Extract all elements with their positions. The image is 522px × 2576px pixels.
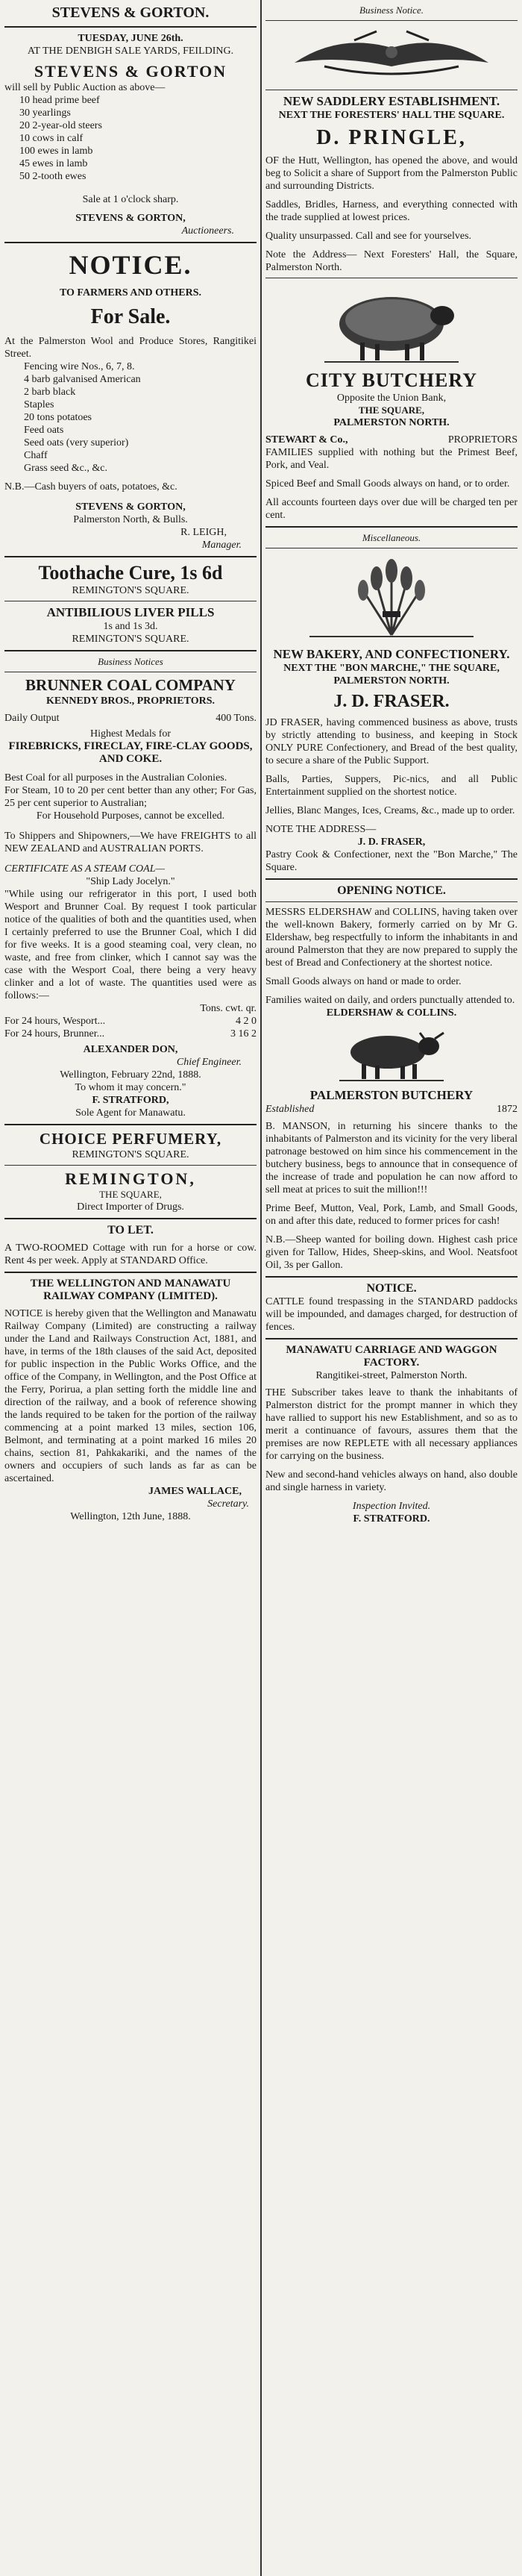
don-name: ALEXANDER DON, bbox=[83, 1044, 178, 1055]
don-title: Chief Engineer. bbox=[176, 1057, 242, 1068]
list-item: 50 2-tooth ewes bbox=[19, 171, 87, 182]
note-the: NOTE THE ADDRESS— bbox=[265, 824, 377, 835]
wheat-sheaf-illustration bbox=[295, 553, 488, 643]
tons-header: Tons. cwt. qr. bbox=[200, 1003, 257, 1014]
stewart-row bbox=[265, 434, 518, 446]
vehicles: New and second-hand vehicles always on hand, also double and single harness in variety. bbox=[265, 1469, 518, 1493]
spiced: Spiced Beef and Small Goods always on hand, or to order. bbox=[265, 478, 510, 490]
notice2: NOTICE. bbox=[366, 1282, 417, 1295]
concern: To whom it may concern." bbox=[75, 1082, 186, 1093]
stewart: STEWART & Co., bbox=[265, 434, 348, 446]
row-values: 3 16 2 bbox=[230, 1028, 257, 1040]
fraser-body: JD FRASER, having commenced business as above, trusts by strictly attending to business, and keeping in Stock ONLY PURE Confectionery, and Bread of the best quality, to secure a share of the Public Support. bbox=[265, 717, 518, 766]
highest-medals: Highest Medals for bbox=[89, 728, 172, 740]
list-item: 10 head prime beef bbox=[19, 95, 100, 106]
table-row bbox=[4, 1028, 257, 1040]
sale-date: TUESDAY, JUNE 26th. bbox=[78, 33, 183, 44]
right-column bbox=[265, 0, 518, 2576]
families: FAMILIES supplied with nothing but the Primest Beef, Pork, and Veal. bbox=[265, 447, 518, 471]
the-square: THE SQUARE, bbox=[99, 1189, 162, 1200]
pringle-body: OF the Hutt, Wellington, has opened the above, and would beg to Solicit a share of Support from the Palmerston Public and surrounding Districts. bbox=[265, 155, 518, 192]
list-item: Seed oats (very superior) bbox=[24, 437, 129, 448]
sg-manager: R. LEIGH, bbox=[180, 527, 227, 538]
auction-name: STEVENS & GORTON bbox=[34, 62, 227, 81]
auctioneer-name: STEVENS & GORTON, bbox=[75, 213, 186, 224]
left-column bbox=[4, 0, 257, 2576]
railway-notice: NOTICE is hereby given that the Wellington and Manawatu Railway Company (Limited) are constructing a railway under the Land and Railways Construction Act, 1881, and have, in terms of the 18th clauses of the said Act, deposited for public inspection in the Public Works Office, and the office of the Company, in Wellington, and the Post Office at the Ferry, Porirua, a plan setting forth the middle line and direction of the railway, and a book of reference showing the lands required to be taken for the portion of the railway commencing at a point marked 13 miles, section 106, Belmont, and terminating at a point marked 16 miles 20 chains, section 81, Pahkakariki, and the names of the owners and occupiers of such lands as far as can be ascertained. bbox=[4, 1308, 257, 1484]
saddle-illustration bbox=[280, 25, 503, 85]
sg-manager-title: Manager. bbox=[201, 540, 242, 551]
pills-price: 1s and 1s 3d. bbox=[103, 621, 158, 632]
daily-output-label: Daily Output bbox=[4, 713, 60, 724]
firebricks: FIREBRICKS, FIRECLAY, FIRE-CLAY GOODS, AND COKE. bbox=[8, 740, 253, 765]
wallace: JAMES WALLACE, bbox=[148, 1486, 242, 1497]
to-let: TO LET. bbox=[107, 1224, 154, 1237]
prime: Prime Beef, Mutton, Veal, Pork, Lamb, and Small Goods, on and after this date, reduced to former prices for cash! bbox=[265, 1203, 518, 1227]
shippers: To Shippers and Shipowners,—We have FREIGHTS to all NEW ZEALAND and AUSTRALIAN PORTS. bbox=[4, 831, 257, 854]
wallace-title: Secretary. bbox=[207, 1498, 249, 1510]
importer: Direct Importer of Drugs. bbox=[77, 1201, 184, 1213]
eldershaw-sig: ELDERSHAW & COLLINS. bbox=[326, 1007, 457, 1019]
manson: B. MANSON, in returning his sincere thanks to the inhabitants of Palmerston and its vicinity for the very liberal patronage bestowed on him since his commencement in the butchery business, begs to announce that in consequence of the increase of trade and population he can now afford to sell meat at prices to suit the million!!! bbox=[265, 1121, 518, 1195]
row-label: For 24 hours, Wesport... bbox=[4, 1016, 106, 1027]
opening: OPENING NOTICE. bbox=[337, 884, 446, 897]
list-item: Feed oats bbox=[24, 425, 64, 436]
list-item: 20 2-year-old steers bbox=[19, 120, 102, 131]
pills: ANTIBILIOUS LIVER PILLS bbox=[46, 605, 215, 619]
jd-addr: J. D. FRASER, bbox=[357, 837, 426, 848]
pastry: Pastry Cook & Confectioner, next the "Bon Marche," The Square. bbox=[265, 849, 518, 873]
bull-illustration bbox=[332, 1024, 451, 1084]
list-item: 10 cows in calf bbox=[19, 133, 84, 144]
sg-place: Palmerston North, & Bulls. bbox=[73, 514, 188, 525]
saddlery-loc: NEXT THE FORESTERS' HALL THE SQUARE. bbox=[278, 110, 505, 121]
brunner: BRUNNER COAL COMPANY bbox=[25, 676, 236, 694]
accounts: All accounts fourteen days over due will be charged ten per cent. bbox=[265, 497, 518, 521]
cert-ship: "Ship Lady Jocelyn." bbox=[86, 876, 175, 887]
est-year: 1872 bbox=[497, 1104, 518, 1115]
list-item: Grass seed &c., &c. bbox=[24, 463, 107, 474]
opposite: Opposite the Union Bank, bbox=[336, 393, 447, 404]
bon-marche: NEXT THE "BON MARCHE," THE SQUARE, PALMERSTON NORTH. bbox=[283, 663, 500, 687]
rangitikei: Rangitikei-street, Palmerston North. bbox=[315, 1370, 468, 1381]
items-list bbox=[19, 360, 257, 475]
balls: Balls, Parties, Suppers, Pic-nics, and all Public Entertainment supplied on the shortest notice. bbox=[265, 774, 518, 798]
pringle: D. PRINGLE, bbox=[316, 126, 467, 149]
cottage: A TWO-ROOMED Cottage with run for a horse or cow. Rent 4s per week. Apply at STANDARD Office. bbox=[4, 1242, 257, 1266]
toothache: Toothache Cure, 1s 6d bbox=[38, 562, 223, 584]
city-butchery: CITY BUTCHERY bbox=[306, 369, 477, 391]
the-square-r: THE SQUARE, bbox=[358, 404, 425, 416]
nb-sheep: N.B.—Sheep wanted for boiling down. Highest cash price given for Tallow, Hides, Sheep-skins, and Wool. Neatsfoot Oil, 3s per Gallon. bbox=[265, 1234, 518, 1271]
stratford2: F. STRATFORD. bbox=[353, 1513, 430, 1525]
notice-to: TO FARMERS AND OTHERS. bbox=[59, 287, 202, 298]
remington1: REMINGTON'S SQUARE. bbox=[72, 585, 189, 596]
subscriber: THE Subscriber takes leave to thank the inhabitants of Palmerston district for the prompt manner in which they have rallied to support his new Establishment, and so as to merit a continuance of favours, assures them that the premises are now REPLETE with all necessary appliances for carrying on the business. bbox=[265, 1387, 518, 1462]
list-item: Chaff bbox=[24, 450, 48, 461]
stevens-header: STEVENS & GORTON. bbox=[51, 4, 210, 21]
remington2: REMINGTON'S SQUARE. bbox=[72, 634, 189, 645]
steam: For Steam, 10 to 20 per cent better than any other; For Gas, 25 per cent superior to Australian; bbox=[4, 785, 257, 809]
row-values: 4 2 0 bbox=[236, 1016, 257, 1027]
daily-output-value: 400 Tons. bbox=[216, 713, 257, 724]
est-label: Established bbox=[265, 1104, 315, 1115]
remington-big: REMINGTON, bbox=[65, 1169, 196, 1188]
families2: Families waited on daily, and orders punctually attended to. bbox=[265, 995, 515, 1006]
daily-output-row bbox=[4, 712, 257, 725]
column-divider bbox=[260, 0, 262, 2576]
inspection: Inspection Invited. bbox=[352, 1501, 431, 1512]
nb-text: N.B.—Cash buyers of oats, potatoes, &c. bbox=[4, 481, 177, 493]
auctioneer-title: Auctioneers. bbox=[181, 225, 234, 237]
railway-title: THE WELLINGTON AND MANAWATU RAILWAY COMPANY (LIMITED). bbox=[30, 1278, 231, 1302]
saddlery: NEW SADDLERY ESTABLISHMENT. bbox=[283, 94, 500, 108]
row-label: For 24 hours, Brunner... bbox=[4, 1028, 105, 1040]
sheep-illustration bbox=[317, 283, 466, 365]
list-item: 45 ewes in lamb bbox=[19, 158, 88, 169]
don-date: Wellington, February 22nd, 1888. bbox=[60, 1069, 201, 1081]
lots-list bbox=[15, 94, 257, 183]
sale-time: Sale at 1 o'clock sharp. bbox=[82, 194, 179, 205]
saddles: Saddles, Bridles, Harness, and everything connected with the trade supplied at lowest prices. bbox=[265, 199, 518, 223]
choice-perfumery: CHOICE PERFUMERY, bbox=[39, 1130, 222, 1148]
agent: Sole Agent for Manawatu. bbox=[75, 1107, 186, 1119]
biz-notice: Business Notice. bbox=[359, 4, 424, 16]
note-addr: Note the Address— Next Foresters' Hall, the Square, Palmerston North. bbox=[265, 249, 518, 273]
for-sale: For Sale. bbox=[90, 305, 171, 328]
list-item: 20 tons potatoes bbox=[24, 412, 92, 423]
cattle: CATTLE found trespassing in the STANDARD paddocks will be impounded, and damages charged, for destruction of fences. bbox=[265, 1296, 518, 1333]
misc: Miscellaneous. bbox=[362, 532, 421, 543]
quality: Quality unsurpassed. Call and see for yourselves. bbox=[265, 231, 472, 242]
list-item: Fencing wire Nos., 6, 7, 8. bbox=[24, 361, 135, 372]
auction-intro: will sell by Public Auction as above— bbox=[4, 82, 166, 93]
list-item: 4 barb galvanised American bbox=[24, 374, 141, 385]
stratford: F. STRATFORD, bbox=[92, 1095, 169, 1106]
remington3: REMINGTON'S SQUARE. bbox=[72, 1149, 189, 1160]
eldershaw-body: MESSRS ELDERSHAW and COLLINS, having taken over the well-known Bakery, formerly carried on by Mr G. Eldershaw, beg respectfully to inform the inhabitants in and around Palmerston that they are now prepared to supply the best of Bread and Confectionery at the shortest notice. bbox=[265, 907, 518, 969]
proprietors: PROPRIETORS bbox=[447, 434, 518, 446]
list-item: 100 ewes in lamb bbox=[19, 146, 93, 157]
bakery: NEW BAKERY, AND CONFECTIONERY. bbox=[273, 647, 510, 661]
best-coal: Best Coal for all purposes in the Australian Colonies. bbox=[4, 772, 227, 784]
kennedy: KENNEDY BROS., PROPRIETORS. bbox=[46, 695, 215, 707]
business-notices: Business Notices bbox=[98, 656, 163, 667]
table-row bbox=[4, 1015, 257, 1028]
cert-title: CERTIFICATE AS A STEAM COAL— bbox=[4, 863, 165, 875]
jd: J. D. FRASER. bbox=[333, 692, 450, 711]
notice-heading: NOTICE. bbox=[69, 250, 192, 280]
list-item: 2 barb black bbox=[24, 387, 76, 398]
wallace-date: Wellington, 12th June, 1888. bbox=[70, 1511, 191, 1522]
wool-store-text: At the Palmerston Wool and Produce Stores, Rangitikei Street. bbox=[4, 336, 257, 360]
manawatu: MANAWATU CARRIAGE AND WAGGON FACTORY. bbox=[286, 1344, 497, 1369]
household: For Household Purposes, cannot be excelled. bbox=[36, 810, 225, 822]
established-row bbox=[265, 1103, 518, 1116]
cert-body: "While using our refrigerator in this port, I used both Wesport and Brunner Coal. By request I took particular notice of the qualities of both and the quantities used, when I certainly preferred to use the Brunner Coal, which I did for five weeks. It is a good steaming coal, very clean, no waste, and free from clinker, which I cannot say was the case with the Wesport Coal, there being a very heavy clinker and a lot of waste. The quantities used were as follows:— bbox=[4, 889, 257, 1001]
list-item: 30 yearlings bbox=[19, 107, 71, 119]
small-goods: Small Goods always on hand or made to order. bbox=[265, 976, 462, 987]
sg-name: STEVENS & GORTON, bbox=[75, 501, 186, 513]
jellies: Jellies, Blanc Manges, Ices, Creams, &c., made up to order. bbox=[265, 805, 515, 816]
palmerston: PALMERSTON NORTH. bbox=[333, 417, 450, 428]
sale-venue: AT THE DENBIGH SALE YARDS, FEILDING. bbox=[27, 46, 234, 57]
list-item: Staples bbox=[24, 399, 54, 410]
pb: PALMERSTON BUTCHERY bbox=[309, 1088, 474, 1102]
